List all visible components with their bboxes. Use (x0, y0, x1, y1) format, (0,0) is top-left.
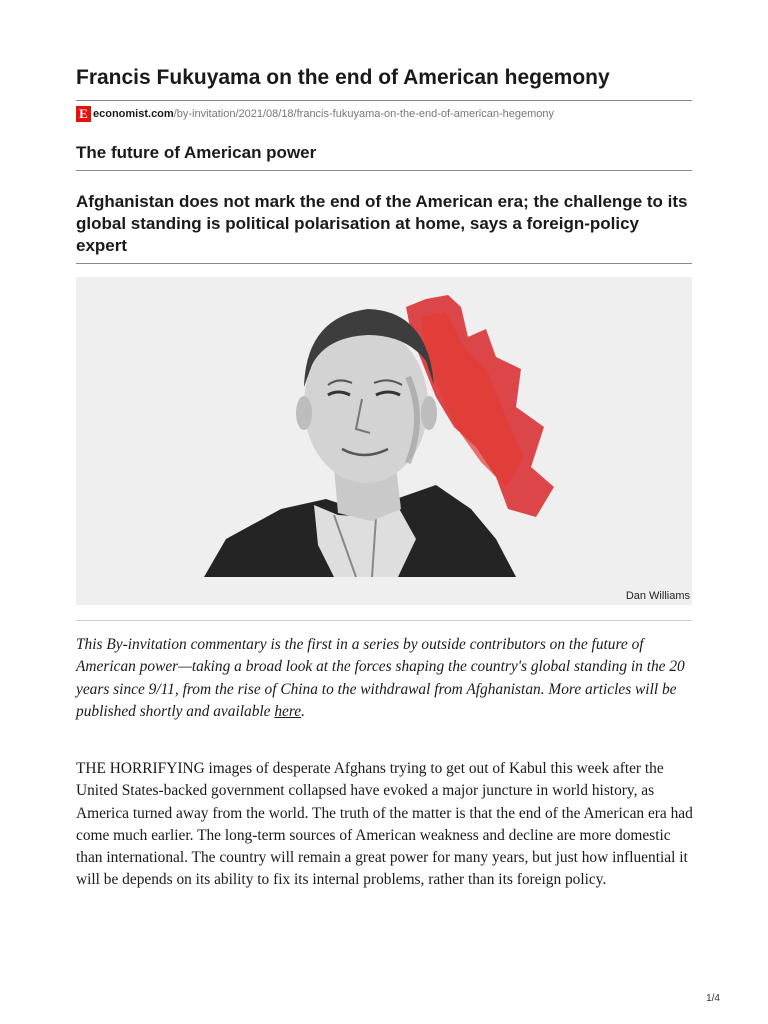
source-path[interactable]: /by-invitation/2021/08/18/francis-fukuyama-on-the-end-of-american-hegemony (173, 108, 554, 120)
title-divider (76, 100, 692, 101)
image-credit: Dan Williams (625, 590, 690, 602)
portrait-illustration (76, 277, 692, 605)
page-number: 1/4 (706, 993, 720, 1004)
article-subheading: Afghanistan does not mark the end of the American era; the challenge to its global standing is political polarisation at home, says a foreign-policy expert (76, 192, 688, 255)
source-domain[interactable]: economist.com (93, 108, 174, 120)
intro-text: This By-invitation commentary is the first in a series by outside contributors on the future of American power—taking a broad look at the forces shaping the country's global standing in the 20 years since 9/11, from the rise of China to the withdrawal from Afghanistan. More articles will be published shortly and available (76, 636, 685, 720)
article-title: Francis Fukuyama on the end of American hegemony (76, 66, 610, 89)
figure-divider (76, 620, 692, 621)
intro-commentary (76, 634, 696, 723)
here-link[interactable]: here (274, 702, 302, 720)
section-divider (76, 170, 692, 171)
source-url[interactable] (76, 105, 554, 123)
portrait-drawing (76, 277, 692, 605)
intro-end: . (301, 702, 305, 720)
economist-logo-icon: E (76, 106, 91, 122)
subheading-divider (76, 263, 692, 264)
body-paragraph: THE HORRIFYING images of desperate Afghans trying to get out of Kabul this week after the United States-backed government collapsed have evoked a major juncture in world history, as America turned away from the world. The truth of the matter is that the end of the American era had come much earlier. The long-term sources of American weakness and decline are more domestic than international. The country will remain a great power for many years, but just how influential it will be depends on its ability to fix its internal problems, rather than its foreign policy. (76, 760, 693, 889)
section-heading: The future of American power (76, 143, 317, 162)
